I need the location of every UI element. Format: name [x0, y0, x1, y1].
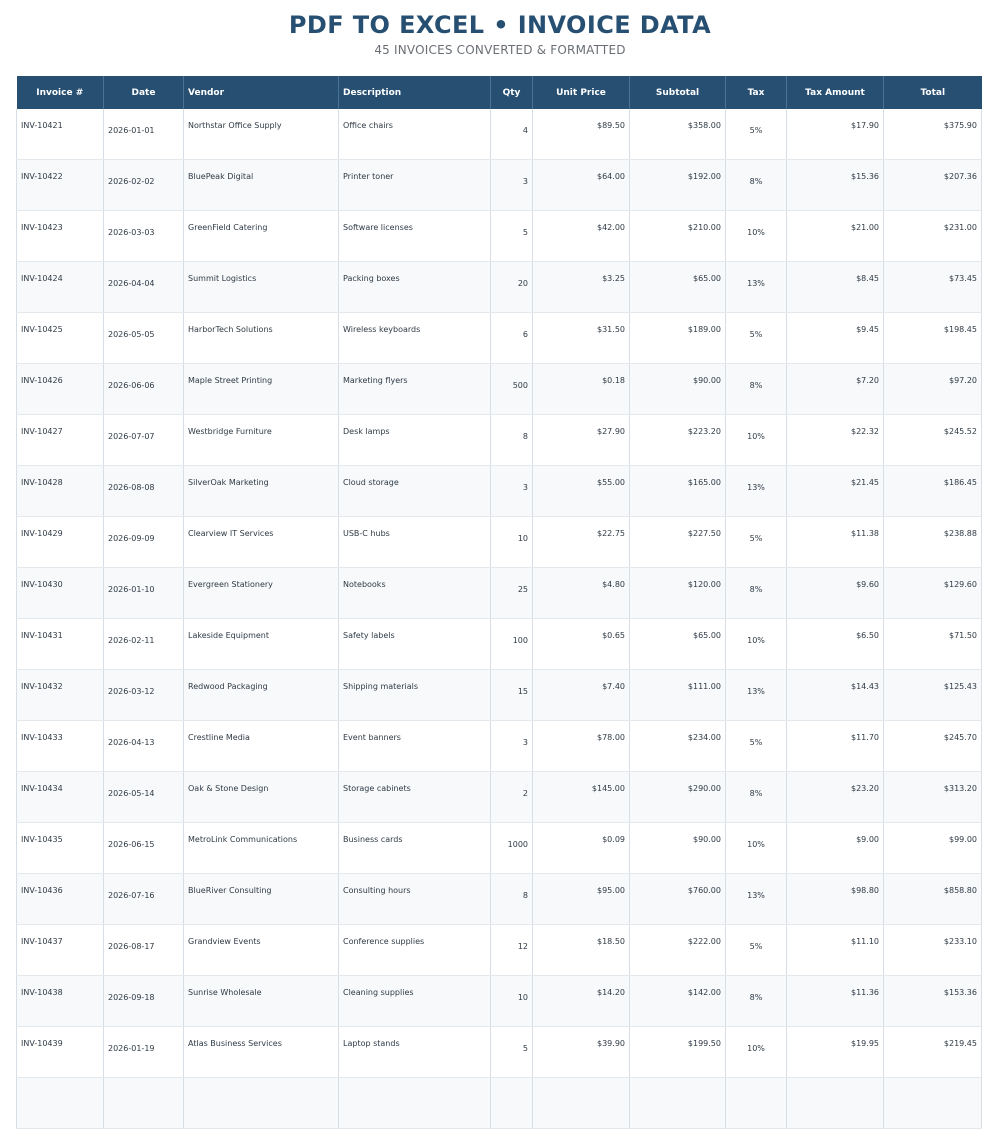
page-title: PDF TO EXCEL • INVOICE DATA [288, 11, 712, 39]
qty-cell[interactable]: 25 [491, 568, 533, 619]
date-cell[interactable]: 2026-02-11 [104, 619, 184, 670]
unit-price-cell[interactable]: $145.00 [533, 772, 630, 823]
subtotal-cell[interactable]: $165.00 [630, 466, 726, 517]
total-cell[interactable]: $231.00 [884, 211, 982, 262]
date-cell[interactable]: 2026-01-01 [104, 109, 184, 160]
invoice-number-cell[interactable]: INV-10426 [17, 364, 104, 415]
vendor-cell[interactable]: Atlas Business Services [184, 1027, 339, 1078]
description-cell[interactable]: Conference supplies [339, 925, 491, 976]
vendor-cell[interactable]: Clearview IT Services [184, 517, 339, 568]
tax-cell[interactable]: 13% [726, 262, 787, 313]
table-row[interactable] [17, 364, 982, 415]
tax-cell[interactable]: 8% [726, 568, 787, 619]
date-cell[interactable]: 2026-04-04 [104, 262, 184, 313]
invoice-number-cell[interactable]: INV-10438 [17, 976, 104, 1027]
tax-cell[interactable]: 10% [726, 619, 787, 670]
tax-cell[interactable]: 5% [726, 313, 787, 364]
qty-cell[interactable]: 500 [491, 364, 533, 415]
subtotal-cell[interactable]: $358.00 [630, 109, 726, 160]
total-cell[interactable]: $198.45 [884, 313, 982, 364]
tax-cell[interactable]: 10% [726, 823, 787, 874]
column-header-subtotal[interactable]: Subtotal [630, 76, 726, 109]
date-cell[interactable]: 2026-03-03 [104, 211, 184, 262]
subtotal-cell[interactable]: $290.00 [630, 772, 726, 823]
table-row[interactable] [17, 670, 982, 721]
subtotal-cell[interactable]: $234.00 [630, 721, 726, 772]
qty-cell[interactable] [491, 1078, 533, 1129]
unit-price-cell[interactable]: $0.65 [533, 619, 630, 670]
description-cell[interactable]: Shipping materials [339, 670, 491, 721]
description-cell[interactable]: Notebooks [339, 568, 491, 619]
tax-cell[interactable] [726, 1078, 787, 1129]
invoice-number-cell[interactable]: INV-10437 [17, 925, 104, 976]
tax-amount-cell[interactable]: $22.32 [787, 415, 884, 466]
qty-cell[interactable]: 2 [491, 772, 533, 823]
vendor-cell[interactable]: Summit Logistics [184, 262, 339, 313]
invoice-number-cell[interactable]: INV-10422 [17, 160, 104, 211]
tax-amount-cell[interactable]: $6.50 [787, 619, 884, 670]
vendor-cell[interactable]: Redwood Packaging [184, 670, 339, 721]
unit-price-cell[interactable]: $42.00 [533, 211, 630, 262]
description-cell[interactable]: Safety labels [339, 619, 491, 670]
qty-cell[interactable]: 15 [491, 670, 533, 721]
subtotal-cell[interactable]: $199.50 [630, 1027, 726, 1078]
description-cell[interactable]: Cleaning supplies [339, 976, 491, 1027]
unit-price-cell[interactable]: $7.40 [533, 670, 630, 721]
tax-amount-cell[interactable]: $11.36 [787, 976, 884, 1027]
total-cell[interactable]: $99.00 [884, 823, 982, 874]
subtotal-cell[interactable]: $142.00 [630, 976, 726, 1027]
qty-cell[interactable]: 5 [491, 211, 533, 262]
total-cell[interactable]: $245.70 [884, 721, 982, 772]
unit-price-cell[interactable]: $39.90 [533, 1027, 630, 1078]
date-cell[interactable]: 2026-08-17 [104, 925, 184, 976]
invoice-number-cell[interactable] [17, 1078, 104, 1129]
tax-cell[interactable]: 8% [726, 976, 787, 1027]
unit-price-cell[interactable]: $78.00 [533, 721, 630, 772]
tax-cell[interactable]: 5% [726, 925, 787, 976]
table-body [17, 109, 982, 1129]
vendor-cell[interactable]: HarborTech Solutions [184, 313, 339, 364]
table-row[interactable] [17, 466, 982, 517]
invoice-number-cell[interactable]: INV-10432 [17, 670, 104, 721]
vendor-cell[interactable]: Grandview Events [184, 925, 339, 976]
invoice-table-container[interactable] [16, 76, 981, 1053]
date-cell[interactable]: 2026-02-02 [104, 160, 184, 211]
total-cell[interactable]: $73.45 [884, 262, 982, 313]
table-row[interactable] [17, 619, 982, 670]
invoice-number-cell[interactable]: INV-10433 [17, 721, 104, 772]
invoice-table [16, 76, 982, 1129]
subtotal-cell[interactable]: $65.00 [630, 262, 726, 313]
description-cell[interactable]: Business cards [339, 823, 491, 874]
column-header-date[interactable]: Date [104, 76, 184, 109]
qty-cell[interactable]: 10 [491, 976, 533, 1027]
invoice-number-cell[interactable]: INV-10436 [17, 874, 104, 925]
tax-cell[interactable]: 13% [726, 874, 787, 925]
tax-amount-cell[interactable]: $98.80 [787, 874, 884, 925]
table-row[interactable] [17, 772, 982, 823]
tax-amount-cell[interactable]: $14.43 [787, 670, 884, 721]
vendor-cell[interactable]: Crestline Media [184, 721, 339, 772]
subtotal-cell[interactable] [630, 1078, 726, 1129]
table-row[interactable] [17, 568, 982, 619]
invoice-number-cell[interactable]: INV-10423 [17, 211, 104, 262]
table-row[interactable] [17, 823, 982, 874]
vendor-cell[interactable]: GreenField Catering [184, 211, 339, 262]
description-cell[interactable]: Marketing flyers [339, 364, 491, 415]
unit-price-cell[interactable] [533, 1078, 630, 1129]
unit-price-cell[interactable]: $27.90 [533, 415, 630, 466]
total-cell[interactable]: $129.60 [884, 568, 982, 619]
subtotal-cell[interactable]: $120.00 [630, 568, 726, 619]
total-cell[interactable]: $219.45 [884, 1027, 982, 1078]
total-cell[interactable]: $186.45 [884, 466, 982, 517]
description-cell[interactable]: Laptop stands [339, 1027, 491, 1078]
column-header-qty[interactable]: Qty [491, 76, 533, 109]
qty-cell[interactable]: 3 [491, 721, 533, 772]
tax-cell[interactable]: 8% [726, 160, 787, 211]
tax-amount-cell[interactable]: $21.45 [787, 466, 884, 517]
date-cell[interactable] [104, 1078, 184, 1129]
invoice-number-cell[interactable]: INV-10421 [17, 109, 104, 160]
total-cell[interactable]: $238.88 [884, 517, 982, 568]
total-cell[interactable]: $153.36 [884, 976, 982, 1027]
description-cell[interactable]: Desk lamps [339, 415, 491, 466]
tax-amount-cell[interactable]: $15.36 [787, 160, 884, 211]
tax-cell[interactable]: 5% [726, 721, 787, 772]
subtotal-cell[interactable]: $210.00 [630, 211, 726, 262]
table-row[interactable] [17, 976, 982, 1027]
description-cell[interactable]: Office chairs [339, 109, 491, 160]
unit-price-cell[interactable]: $18.50 [533, 925, 630, 976]
subtotal-cell[interactable]: $223.20 [630, 415, 726, 466]
column-header-unit-price[interactable]: Unit Price [533, 76, 630, 109]
description-cell[interactable]: Cloud storage [339, 466, 491, 517]
unit-price-cell[interactable]: $0.18 [533, 364, 630, 415]
qty-cell[interactable]: 100 [491, 619, 533, 670]
date-cell[interactable]: 2026-07-07 [104, 415, 184, 466]
tax-amount-cell[interactable]: $8.45 [787, 262, 884, 313]
subtotal-cell[interactable]: $222.00 [630, 925, 726, 976]
column-header-invoice[interactable]: Invoice # [17, 76, 104, 109]
tax-cell[interactable]: 8% [726, 772, 787, 823]
description-cell[interactable]: Event banners [339, 721, 491, 772]
column-header-description[interactable]: Description [339, 76, 491, 109]
qty-cell[interactable]: 4 [491, 109, 533, 160]
tax-cell[interactable]: 10% [726, 1027, 787, 1078]
qty-cell[interactable]: 1000 [491, 823, 533, 874]
table-row[interactable] [17, 160, 982, 211]
vendor-cell[interactable]: Northstar Office Supply [184, 109, 339, 160]
description-cell[interactable]: Packing boxes [339, 262, 491, 313]
tax-amount-cell[interactable]: $19.95 [787, 1027, 884, 1078]
date-cell[interactable]: 2026-01-19 [104, 1027, 184, 1078]
tax-amount-cell[interactable]: $11.10 [787, 925, 884, 976]
date-cell[interactable]: 2026-06-15 [104, 823, 184, 874]
tax-cell[interactable]: 10% [726, 211, 787, 262]
description-cell[interactable]: Consulting hours [339, 874, 491, 925]
vendor-cell[interactable]: Westbridge Furniture [184, 415, 339, 466]
subtotal-cell[interactable]: $192.00 [630, 160, 726, 211]
subtotal-cell[interactable]: $65.00 [630, 619, 726, 670]
vendor-cell[interactable] [184, 1078, 339, 1129]
tax-cell[interactable]: 5% [726, 109, 787, 160]
table-row[interactable] [17, 313, 982, 364]
qty-cell[interactable]: 3 [491, 466, 533, 517]
total-cell[interactable]: $375.90 [884, 109, 982, 160]
tax-cell[interactable]: 13% [726, 670, 787, 721]
unit-price-cell[interactable]: $4.80 [533, 568, 630, 619]
tax-amount-cell[interactable]: $11.38 [787, 517, 884, 568]
invoice-number-cell[interactable]: INV-10431 [17, 619, 104, 670]
vendor-cell[interactable]: Oak & Stone Design [184, 772, 339, 823]
table-row[interactable] [17, 211, 982, 262]
tax-amount-cell[interactable]: $21.00 [787, 211, 884, 262]
table-header-row [17, 76, 982, 109]
date-cell[interactable]: 2026-09-09 [104, 517, 184, 568]
date-cell[interactable]: 2026-04-13 [104, 721, 184, 772]
date-cell[interactable]: 2026-05-14 [104, 772, 184, 823]
description-cell[interactable]: Printer toner [339, 160, 491, 211]
table-row[interactable] [17, 721, 982, 772]
qty-cell[interactable]: 8 [491, 415, 533, 466]
vendor-cell[interactable]: Evergreen Stationery [184, 568, 339, 619]
description-cell[interactable]: USB-C hubs [339, 517, 491, 568]
tax-cell[interactable]: 5% [726, 517, 787, 568]
subtotal-cell[interactable]: $90.00 [630, 364, 726, 415]
invoice-number-cell[interactable]: INV-10425 [17, 313, 104, 364]
date-cell[interactable]: 2026-03-12 [104, 670, 184, 721]
unit-price-cell[interactable]: $89.50 [533, 109, 630, 160]
qty-cell[interactable]: 10 [491, 517, 533, 568]
total-cell[interactable]: $71.50 [884, 619, 982, 670]
subtotal-cell[interactable]: $760.00 [630, 874, 726, 925]
description-cell[interactable]: Wireless keyboards [339, 313, 491, 364]
unit-price-cell[interactable]: $55.00 [533, 466, 630, 517]
tax-amount-cell[interactable]: $9.60 [787, 568, 884, 619]
description-cell[interactable] [339, 1078, 491, 1129]
qty-cell[interactable]: 20 [491, 262, 533, 313]
subtotal-cell[interactable]: $189.00 [630, 313, 726, 364]
date-cell[interactable]: 2026-05-05 [104, 313, 184, 364]
vendor-cell[interactable]: Lakeside Equipment [184, 619, 339, 670]
page-subtitle: 45 INVOICES CONVERTED & FORMATTED [374, 43, 626, 57]
unit-price-cell[interactable]: $64.00 [533, 160, 630, 211]
vendor-cell[interactable]: Maple Street Printing [184, 364, 339, 415]
column-header-tax[interactable]: Tax [726, 76, 787, 109]
vendor-cell[interactable]: MetroLink Communications [184, 823, 339, 874]
total-cell[interactable]: $245.52 [884, 415, 982, 466]
subtotal-cell[interactable]: $90.00 [630, 823, 726, 874]
tax-amount-cell[interactable]: $9.45 [787, 313, 884, 364]
description-cell[interactable]: Software licenses [339, 211, 491, 262]
total-cell[interactable]: $207.36 [884, 160, 982, 211]
date-cell[interactable]: 2026-06-06 [104, 364, 184, 415]
invoice-number-cell[interactable]: INV-10439 [17, 1027, 104, 1078]
date-cell[interactable]: 2026-01-10 [104, 568, 184, 619]
subtotal-cell[interactable]: $227.50 [630, 517, 726, 568]
invoice-number-cell[interactable]: INV-10429 [17, 517, 104, 568]
column-header-total[interactable]: Total [884, 76, 982, 109]
total-cell[interactable]: $313.20 [884, 772, 982, 823]
date-cell[interactable]: 2026-07-16 [104, 874, 184, 925]
table-row[interactable] [17, 1027, 982, 1078]
tax-amount-cell[interactable]: $7.20 [787, 364, 884, 415]
vendor-cell[interactable]: BlueRiver Consulting [184, 874, 339, 925]
invoice-number-cell[interactable]: INV-10434 [17, 772, 104, 823]
description-cell[interactable]: Storage cabinets [339, 772, 491, 823]
table-row[interactable] [17, 1078, 982, 1129]
date-cell[interactable]: 2026-09-18 [104, 976, 184, 1027]
invoice-number-cell[interactable]: INV-10430 [17, 568, 104, 619]
unit-price-cell[interactable]: $22.75 [533, 517, 630, 568]
table-row[interactable] [17, 415, 982, 466]
tax-amount-cell[interactable] [787, 1078, 884, 1129]
table-row[interactable] [17, 109, 982, 160]
tax-cell[interactable]: 8% [726, 364, 787, 415]
invoice-number-cell[interactable]: INV-10428 [17, 466, 104, 517]
qty-cell[interactable]: 3 [491, 160, 533, 211]
vendor-cell[interactable]: BluePeak Digital [184, 160, 339, 211]
total-cell[interactable]: $97.20 [884, 364, 982, 415]
total-cell[interactable]: $125.43 [884, 670, 982, 721]
invoice-number-cell[interactable]: INV-10424 [17, 262, 104, 313]
column-header-tax-amount[interactable]: Tax Amount [787, 76, 884, 109]
unit-price-cell[interactable]: $95.00 [533, 874, 630, 925]
invoice-number-cell[interactable]: INV-10427 [17, 415, 104, 466]
column-header-vendor[interactable]: Vendor [184, 76, 339, 109]
table-row[interactable] [17, 874, 982, 925]
total-cell[interactable] [884, 1078, 982, 1129]
unit-price-cell[interactable]: $3.25 [533, 262, 630, 313]
tax-cell[interactable]: 13% [726, 466, 787, 517]
qty-cell[interactable]: 5 [491, 1027, 533, 1078]
tax-cell[interactable]: 10% [726, 415, 787, 466]
unit-price-cell[interactable]: $31.50 [533, 313, 630, 364]
table-row[interactable] [17, 262, 982, 313]
unit-price-cell[interactable]: $14.20 [533, 976, 630, 1027]
qty-cell[interactable]: 8 [491, 874, 533, 925]
unit-price-cell[interactable]: $0.09 [533, 823, 630, 874]
table-row[interactable] [17, 925, 982, 976]
vendor-cell[interactable]: Sunrise Wholesale [184, 976, 339, 1027]
tax-amount-cell[interactable]: $23.20 [787, 772, 884, 823]
tax-amount-cell[interactable]: $9.00 [787, 823, 884, 874]
date-cell[interactable]: 2026-08-08 [104, 466, 184, 517]
total-cell[interactable]: $858.80 [884, 874, 982, 925]
table-row[interactable] [17, 517, 982, 568]
qty-cell[interactable]: 6 [491, 313, 533, 364]
tax-amount-cell[interactable]: $11.70 [787, 721, 884, 772]
vendor-cell[interactable]: SilverOak Marketing [184, 466, 339, 517]
total-cell[interactable]: $233.10 [884, 925, 982, 976]
qty-cell[interactable]: 12 [491, 925, 533, 976]
tax-amount-cell[interactable]: $17.90 [787, 109, 884, 160]
subtotal-cell[interactable]: $111.00 [630, 670, 726, 721]
invoice-number-cell[interactable]: INV-10435 [17, 823, 104, 874]
